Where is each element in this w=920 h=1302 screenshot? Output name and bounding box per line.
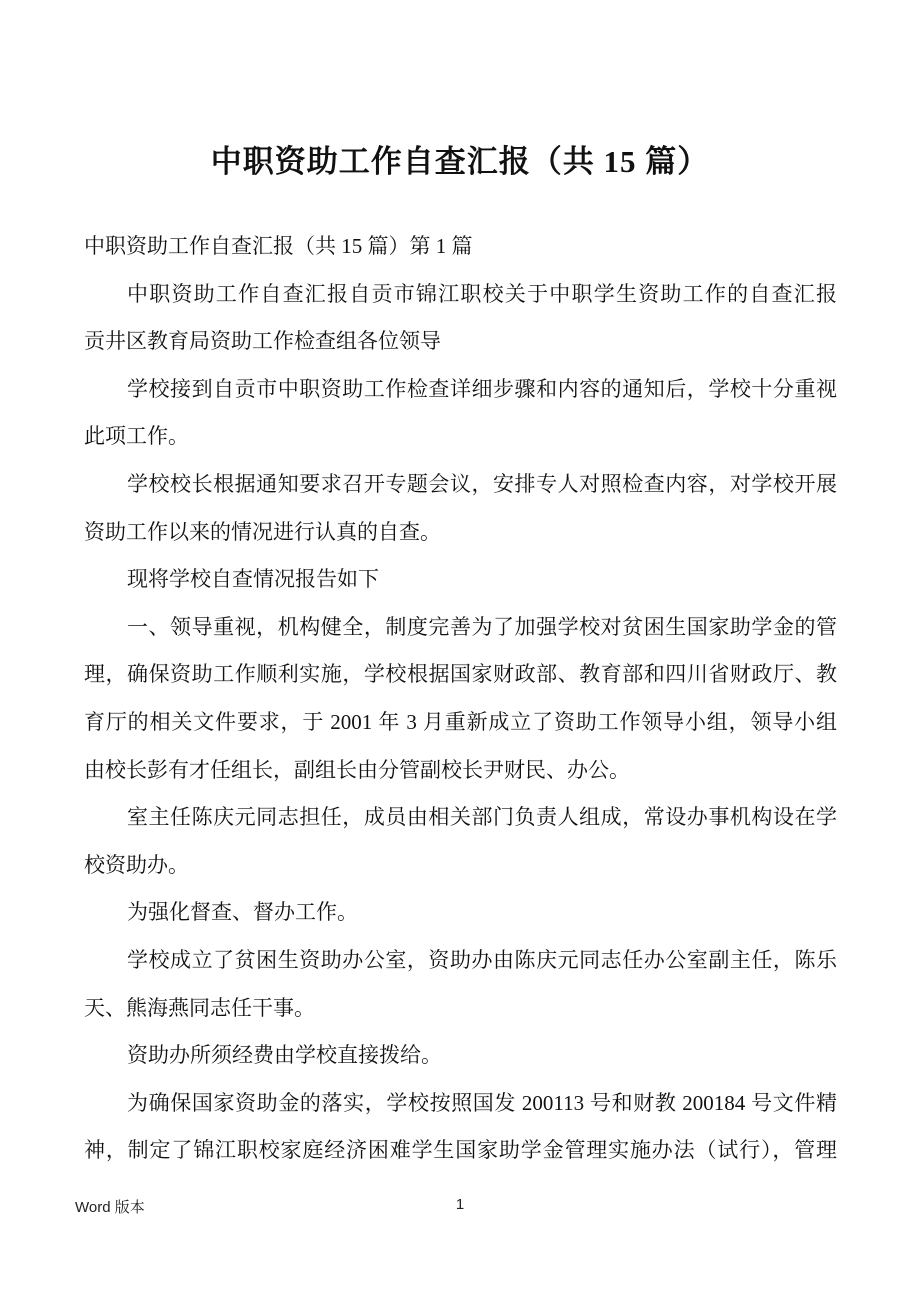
- text-line: 为确保国家资助金的落实，学校按照国发 200113 号和财教 200184 号文件精: [127, 1090, 837, 1115]
- document-body: [84, 223, 837, 1175]
- text-line: 资助办所须经费由学校直接拨给。: [127, 1043, 442, 1068]
- text-line: 为强化督查、督办工作。: [127, 900, 358, 925]
- text-line: 此项工作。: [84, 424, 189, 449]
- text-line: 天、熊海燕同志任干事。: [84, 995, 315, 1020]
- page-footer: [75, 1196, 845, 1220]
- text-line: 育厅的相关文件要求，于 2001 年 3 月重新成立了资助工作领导小组，领导小组: [84, 709, 837, 734]
- text-line: 理，确保资助工作顺利实施，学校根据国家财政部、教育部和四川省财政厅、教: [84, 662, 837, 687]
- text-line: 学校接到自贡市中职资助工作检查详细步骤和内容的通知后，学校十分重视: [127, 376, 837, 401]
- text-line: 由校长彭有才任组长，副组长由分管副校长尹财民、办公。: [84, 757, 630, 782]
- text-line: 室主任陈庆元同志担任，成员由相关部门负责人组成，常设办事机构设在学: [127, 805, 837, 830]
- document-title: 中职资助工作自查汇报（共 15 篇）: [210, 144, 710, 179]
- text-line: 中职资助工作自查汇报自贡市锦江职校关于中职学生资助工作的自查汇报: [127, 281, 837, 306]
- footer-page-number: 1: [455, 1196, 465, 1213]
- text-line: 现将学校自查情况报告如下: [127, 567, 379, 592]
- text-line: 一、领导重视，机构健全，制度完善为了加强学校对贫困生国家助学金的管: [127, 614, 837, 639]
- footer-word-version-label: Word 版本: [75, 1199, 145, 1216]
- text-line: 神，制定了锦江职校家庭经济困难学生国家助学金管理实施办法（试行），管理: [84, 1138, 837, 1163]
- text-line: 学校成立了贫困生资助办公室，资助办由陈庆元同志任办公室副主任，陈乐: [127, 947, 837, 972]
- text-line: 贡井区教育局资助工作检查组各位领导: [84, 329, 441, 354]
- text-line: 中职资助工作自查汇报（共 15 篇）第 1 篇: [84, 234, 473, 258]
- text-line: 资助工作以来的情况进行认真的自查。: [84, 519, 441, 544]
- text-line: 校资助办。: [84, 852, 189, 877]
- text-line: 学校校长根据通知要求召开专题会议，安排专人对照检查内容，对学校开展: [127, 471, 837, 496]
